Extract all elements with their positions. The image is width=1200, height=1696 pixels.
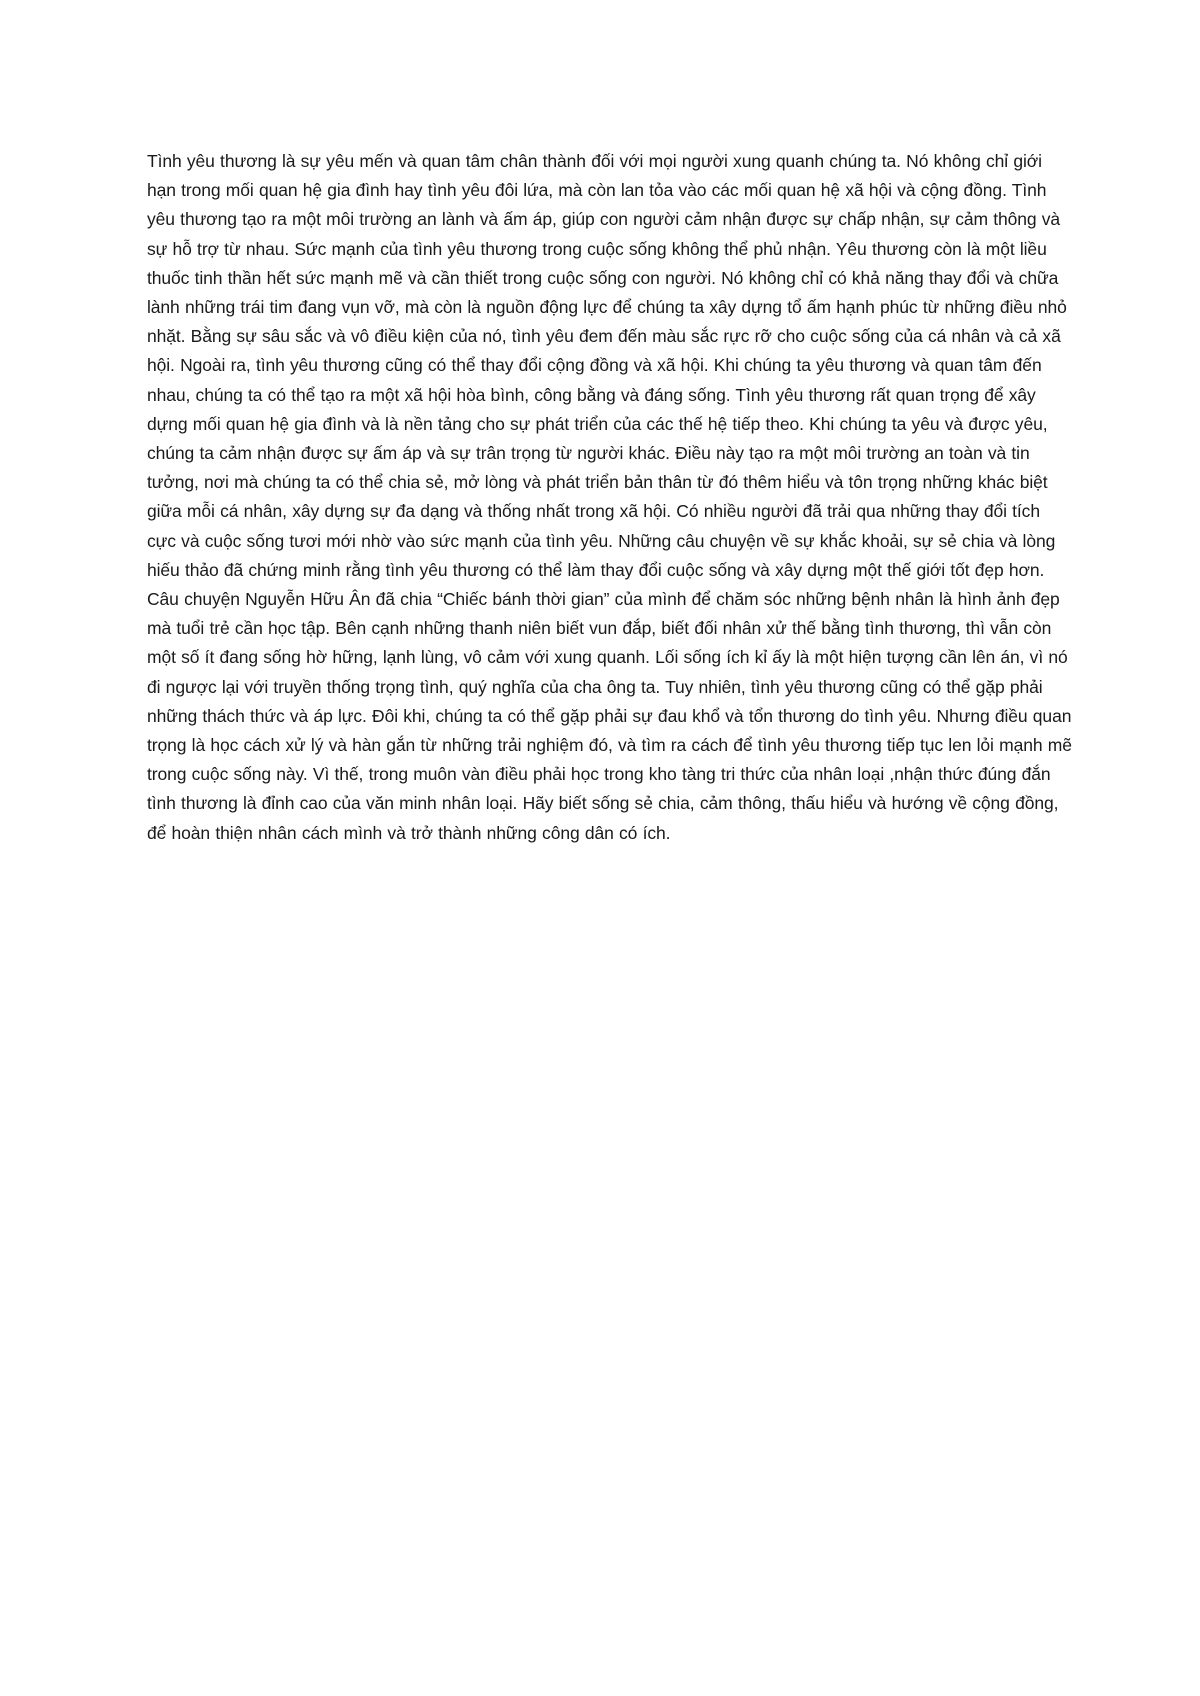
essay-paragraph: Tình yêu thương là sự yêu mến và quan tâm chân thành đối với mọi người xung quanh chúng ta. Nó không chỉ giới hạn trong mối quan hệ gia đình hay tình yêu đôi lứa, mà còn lan tỏa vào các mối quan hệ xã hội và cộng đồng. Tình yêu thương tạo ra một môi trường an lành và ấm áp, giúp con người cảm nhận được sự chấp nhận, sự cảm thông và sự hỗ trợ từ nhau. Sức mạnh của tình yêu thương trong cuộc sống không thể phủ nhận. Yêu thương còn là một liều thuốc tinh thần hết sức mạnh mẽ và cần thiết trong cuộc sống con người. Nó không chỉ có khả năng thay đổi và chữa lành những trái tim đang vụn vỡ, mà còn là nguồn động lực để chúng ta xây dựng tổ ấm hạnh phúc từ những điều nhỏ nhặt. Bằng sự sâu sắc và vô điều kiện của nó, tình yêu đem đến màu sắc rực rỡ cho cuộc sống của cá nhân và cả xã hội. Ngoài ra, tình yêu thương cũng có thể thay đổi cộng đồng và xã hội. Khi chúng ta yêu thương và quan tâm đến nhau, chúng ta có thể tạo ra một xã hội hòa bình, công bằng và đáng sống. Tình yêu thương rất quan trọng để xây dựng mối quan hệ gia đình và là nền tảng cho sự phát triển của các thế hệ tiếp theo. Khi chúng ta yêu và được yêu, chúng ta cảm nhận được sự ấm áp và sự trân trọng từ người khác. Điều này tạo ra một môi trường an toàn và tin tưởng, nơi mà chúng ta có thể chia sẻ, mở lòng và phát triển bản thân từ đó thêm hiểu và tôn trọng những khác biệt giữa mỗi cá nhân, xây dựng sự đa dạng và thống nhất trong xã hội. Có nhiều người đã trải qua những thay đổi tích cực và cuộc sống tươi mới nhờ vào sức mạnh của tình yêu. Những câu chuyện về sự khắc khoải, sự sẻ chia và lòng hiếu thảo đã chứng minh rằng tình yêu thương có thể làm thay đổi cuộc sống và xây dựng một thế giới tốt đẹp hơn. Câu chuyện Nguyễn Hữu Ân đã chia “Chiếc bánh thời gian” của mình để chăm sóc những bệnh nhân là hình ảnh đẹp mà tuổi trẻ cần học tập. Bên cạnh những thanh niên biết vun đắp, biết đối nhân xử thế bằng tình thương, thì vẫn còn một số ít đang sống hờ hững, lạnh lùng, vô cảm với xung quanh. Lối sống ích kỉ ấy là một hiện tượng cần lên án, vì nó đi ngược lại với truyền thống trọng tình, quý nghĩa của cha ông ta. Tuy nhiên, tình yêu thương cũng có thể gặp phải những thách thức và áp lực. Đôi khi, chúng ta có thể gặp phải sự đau khổ và tổn thương do tình yêu. Nhưng điều quan trọng là học cách xử lý và hàn gắn từ những trải nghiệm đó, và tìm ra cách để tình yêu thương tiếp tục len lỏi mạnh mẽ trong cuộc sống này. Vì thế, trong muôn vàn điều phải học trong kho tàng tri thức của nhân loại ,nhận thức đúng đắn tình thương là đỉnh cao của văn minh nhân loại. Hãy biết sống sẻ chia, cảm thông, thấu hiểu và hướng về cộng đồng, để hoàn thiện nhân cách mình và trở thành những công dân có ích. (147, 151, 1072, 843)
